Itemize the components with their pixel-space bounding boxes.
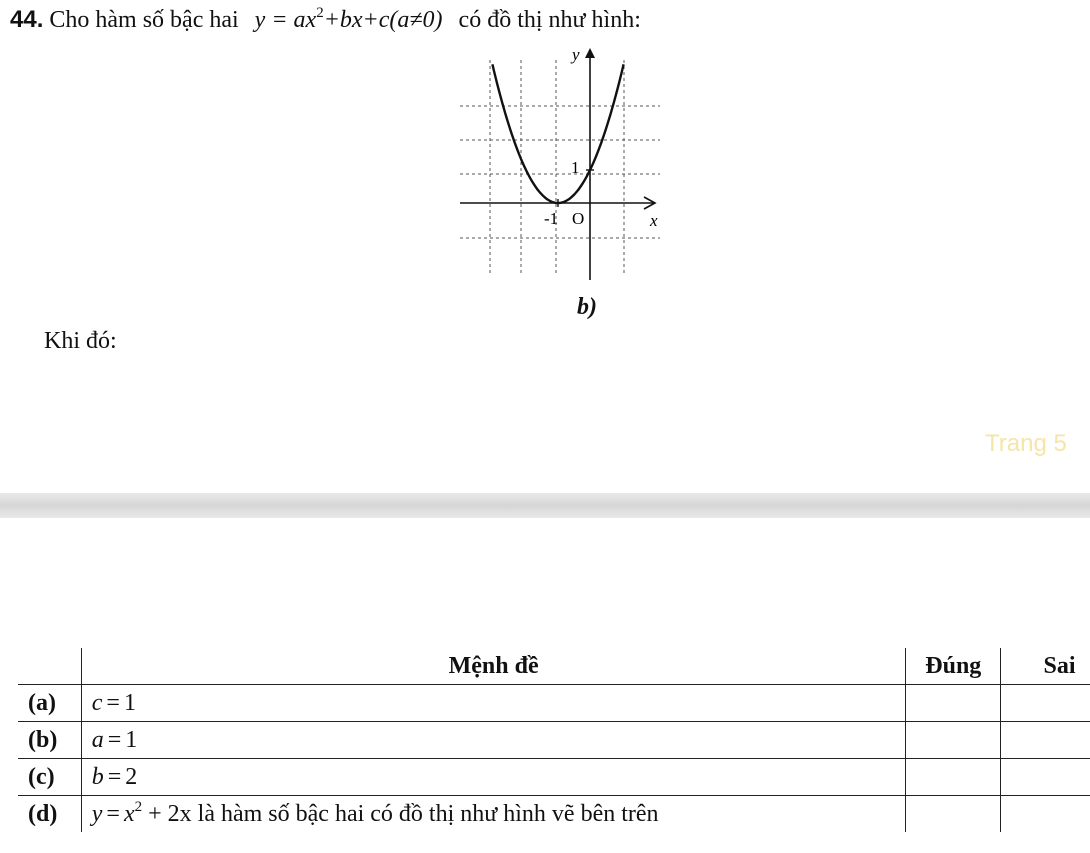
formula-ax: ax	[293, 7, 317, 33]
header-true: Đúng	[906, 648, 1001, 685]
row-statement: a = 1	[81, 722, 906, 759]
row-label: (b)	[18, 722, 81, 759]
table-row	[18, 685, 1090, 722]
khi-do-text: Khi đó:	[44, 328, 117, 354]
table-row	[18, 796, 1090, 833]
question-text: Cho hàm số bậc hai	[49, 7, 239, 33]
stmt-lhs: y	[91, 800, 103, 827]
formula-condition: (a≠0)	[389, 7, 443, 33]
table-row	[18, 759, 1090, 796]
stmt-rhs: 1	[123, 689, 136, 716]
formula-lhs: y	[254, 7, 266, 33]
origin-label: O	[572, 209, 585, 228]
row-label: (a)	[18, 685, 81, 722]
row-statement: $y = x^2 + 2x$ là hàm số bậc hai có đồ thị như hình vẽ bên trên	[81, 796, 906, 833]
row-statement: c = 1	[81, 685, 906, 722]
question-line	[10, 6, 641, 34]
x-axis-label: x	[650, 211, 658, 230]
y-tick-label: 1	[571, 158, 580, 177]
parabola-graph	[448, 40, 668, 290]
page-separator	[0, 493, 1090, 518]
stmt-lhs: a	[91, 726, 104, 753]
row-label: (d)	[18, 796, 81, 833]
false-cell[interactable]	[1001, 796, 1090, 833]
question-formula: $y = ax^2+bx+c(a\ne 0)$	[254, 5, 443, 33]
stmt-rhs: 1	[125, 726, 138, 753]
header-label-cell	[18, 648, 81, 685]
parabola-curve	[492, 64, 623, 203]
page-footer: Trang 5	[985, 430, 1067, 457]
true-cell[interactable]	[906, 722, 1001, 759]
x-tick-label: -1	[544, 209, 559, 228]
y-axis-arrow	[585, 48, 595, 58]
false-cell[interactable]	[1001, 759, 1090, 796]
grid	[460, 60, 660, 275]
false-cell[interactable]	[1001, 685, 1090, 722]
header-statement: Mệnh đề	[81, 648, 906, 685]
stmt-lhs: c	[91, 689, 103, 716]
stmt-rhs-tail: + 2x	[148, 800, 192, 827]
true-cell[interactable]	[906, 759, 1001, 796]
y-axis-label: y	[572, 45, 580, 64]
stmt-rhs-base: x	[123, 800, 135, 827]
stmt-rhs: 2	[125, 763, 138, 790]
row-label: (c)	[18, 759, 81, 796]
table-header-row	[18, 648, 1090, 685]
figure-label: b)	[577, 294, 597, 320]
header-false: Sai	[1043, 652, 1076, 679]
question-number: 44.	[10, 6, 44, 33]
stmt-rhs-exp: 2	[134, 798, 143, 815]
stmt-text: là hàm số bậc hai có đồ thị như hình vẽ bên trên	[197, 800, 659, 827]
true-cell[interactable]	[906, 685, 1001, 722]
table-row	[18, 722, 1090, 759]
statement-table	[18, 648, 1090, 832]
formula-exp: 2	[316, 5, 324, 21]
formula-rest: +bx+c	[323, 7, 390, 33]
stmt-lhs: b	[91, 763, 104, 790]
row-statement: b = 2	[81, 759, 906, 796]
false-cell[interactable]	[1001, 722, 1090, 759]
question-tail: có đồ thị như hình:	[458, 7, 641, 33]
true-cell[interactable]	[906, 796, 1001, 833]
